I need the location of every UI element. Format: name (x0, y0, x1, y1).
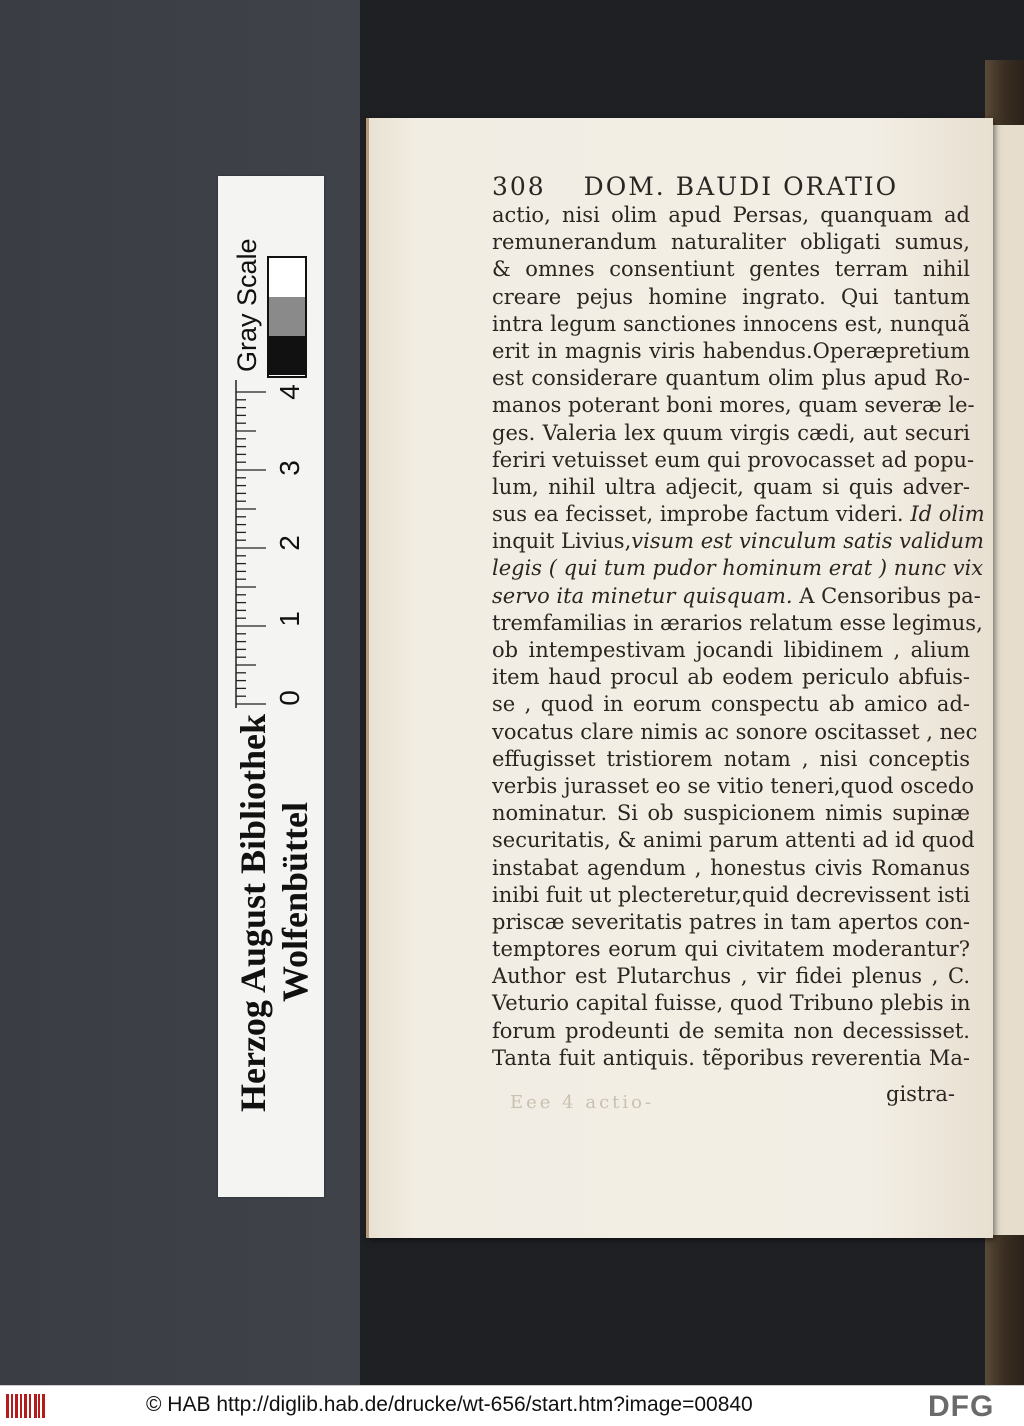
page-body-text (492, 202, 985, 1072)
barcode-bar (38, 1394, 40, 1418)
scale-number-3: 3 (273, 460, 305, 476)
text-line: tremfamilias in ærarios relatum esse legimus, (492, 610, 983, 635)
bleed-through-text: Eee 4 actio- (510, 1092, 655, 1113)
scale-number-0: 0 (273, 690, 305, 706)
text-line: ob intempestivam jocandi libidinem , alium (492, 638, 970, 662)
scale-number-1: 1 (273, 611, 305, 627)
text-line: effugisset tristiorem notam , nisi conceptis (492, 746, 970, 771)
text-segment: A Censoribus pa- (799, 583, 981, 608)
running-header (492, 172, 982, 201)
barcode-bar (20, 1394, 22, 1418)
text-line: ges. Valeria lex quum virgis cædi, aut securi (492, 420, 970, 445)
text-line: vocatus clare nimis ac sonore oscitasset , nec (492, 719, 978, 744)
barcode-bar (42, 1394, 45, 1418)
text-line: Author est Plutarchus , vir fidei plenus , C. (492, 964, 970, 989)
italic-quote: servo ita minetur quisquam. (492, 583, 793, 608)
text-line: actio, nisi olim apud Persas, quanquam ad (492, 203, 970, 227)
ruler-institution-city: Wolfenbüttel (275, 801, 315, 1002)
text-line: instabat agendum , honestus civis Romanus (492, 855, 970, 880)
text-line: inibi fuit ut plecteretur,quid decrevissent isti (492, 882, 970, 907)
copyright-citation: © HAB http://diglib.hab.de/drucke/wt-656/start.htm?image=00840 (146, 1393, 753, 1416)
barcode-bar (24, 1394, 27, 1418)
dfg-logo: DFG (928, 1390, 995, 1423)
text-line: est considerare quantum olim plus apud Ro- (492, 366, 970, 391)
barcode-bar (6, 1394, 9, 1418)
text-line: forum prodeunti de semita non decessisset. (492, 1018, 970, 1043)
catchword: gistra- (886, 1082, 956, 1106)
hab-barcode-logo (6, 1394, 46, 1418)
text-segment: sus ea fecisset, improbe factum videri. (492, 502, 904, 527)
text-line (492, 528, 984, 555)
scale-number-4: 4 (273, 384, 305, 400)
text-line: nominatur. Si ob suspicionem nimis supinæ (492, 801, 970, 826)
gray-swatch-white (269, 258, 305, 297)
running-title: DOM. BAUDI ORATIO (583, 172, 899, 201)
italic-quote: visum est vinculum satis validum (631, 529, 984, 554)
text-line: temptores eorum qui civitatem moderantur? (492, 937, 970, 962)
text-line: se , quod in eorum conspectu ab amico ad- (492, 692, 970, 717)
text-line: securitatis, & animi parum attenti ad id quod (492, 828, 975, 853)
barcode-bar (29, 1394, 31, 1418)
text-line: lum, nihil ultra adjecit, quam si quis adver- (492, 474, 970, 499)
text-line: erit in magnis viris habendus.Operæpretium (492, 338, 970, 363)
barcode-bar (15, 1394, 18, 1418)
text-line: intra legum sanctiones innocens est, nunquã (492, 311, 970, 336)
text-line (492, 583, 981, 610)
gray-swatch-black (269, 336, 305, 375)
barcode-bar (34, 1394, 37, 1418)
text-line: priscæ severitatis patres in tam apertos con- (492, 909, 970, 934)
text-line: item haud procul ab eodem periculo abfuis- (492, 665, 970, 690)
gray-swatch-mid (269, 297, 305, 336)
text-line: & omnes consentiunt gentes terram nihil (492, 257, 970, 282)
text-line (492, 501, 985, 528)
text-line: Tanta fuit antiquis. tẽporibus reverentia Ma- (492, 1045, 970, 1070)
scale-number-2: 2 (273, 535, 305, 551)
text-line: manos poterant boni mores, quam severæ le- (492, 393, 975, 418)
ruler-institution-name: Herzog August Bibliothek (233, 713, 273, 1112)
gray-scale-swatches (267, 256, 307, 378)
text-line: Veturio capital fuisse, quod Tribuno plebis in (492, 991, 971, 1016)
text-line: verbis jurasset eo se vitio teneri,quod oscedo (492, 773, 974, 798)
text-line (492, 555, 984, 582)
barcode-bar (11, 1394, 13, 1418)
gray-scale-label: Gray Scale (232, 238, 262, 372)
italic-quote: legis ( qui tum pudor hominum erat ) nunc vix (492, 556, 984, 581)
text-segment: inquit Livius, (492, 529, 632, 554)
facing-page-edge (992, 125, 1024, 1235)
text-line: creare pejus homine ingrato. Qui tantum (492, 284, 970, 309)
italic-quote: Id olim (910, 502, 985, 527)
viewer-footer (0, 1385, 1024, 1426)
page-number: 308 (492, 172, 546, 201)
text-line: feriri vetuisset eum qui provocasset ad popu- (492, 447, 975, 472)
text-line: remunerandum naturaliter obligati sumus, (492, 230, 970, 255)
